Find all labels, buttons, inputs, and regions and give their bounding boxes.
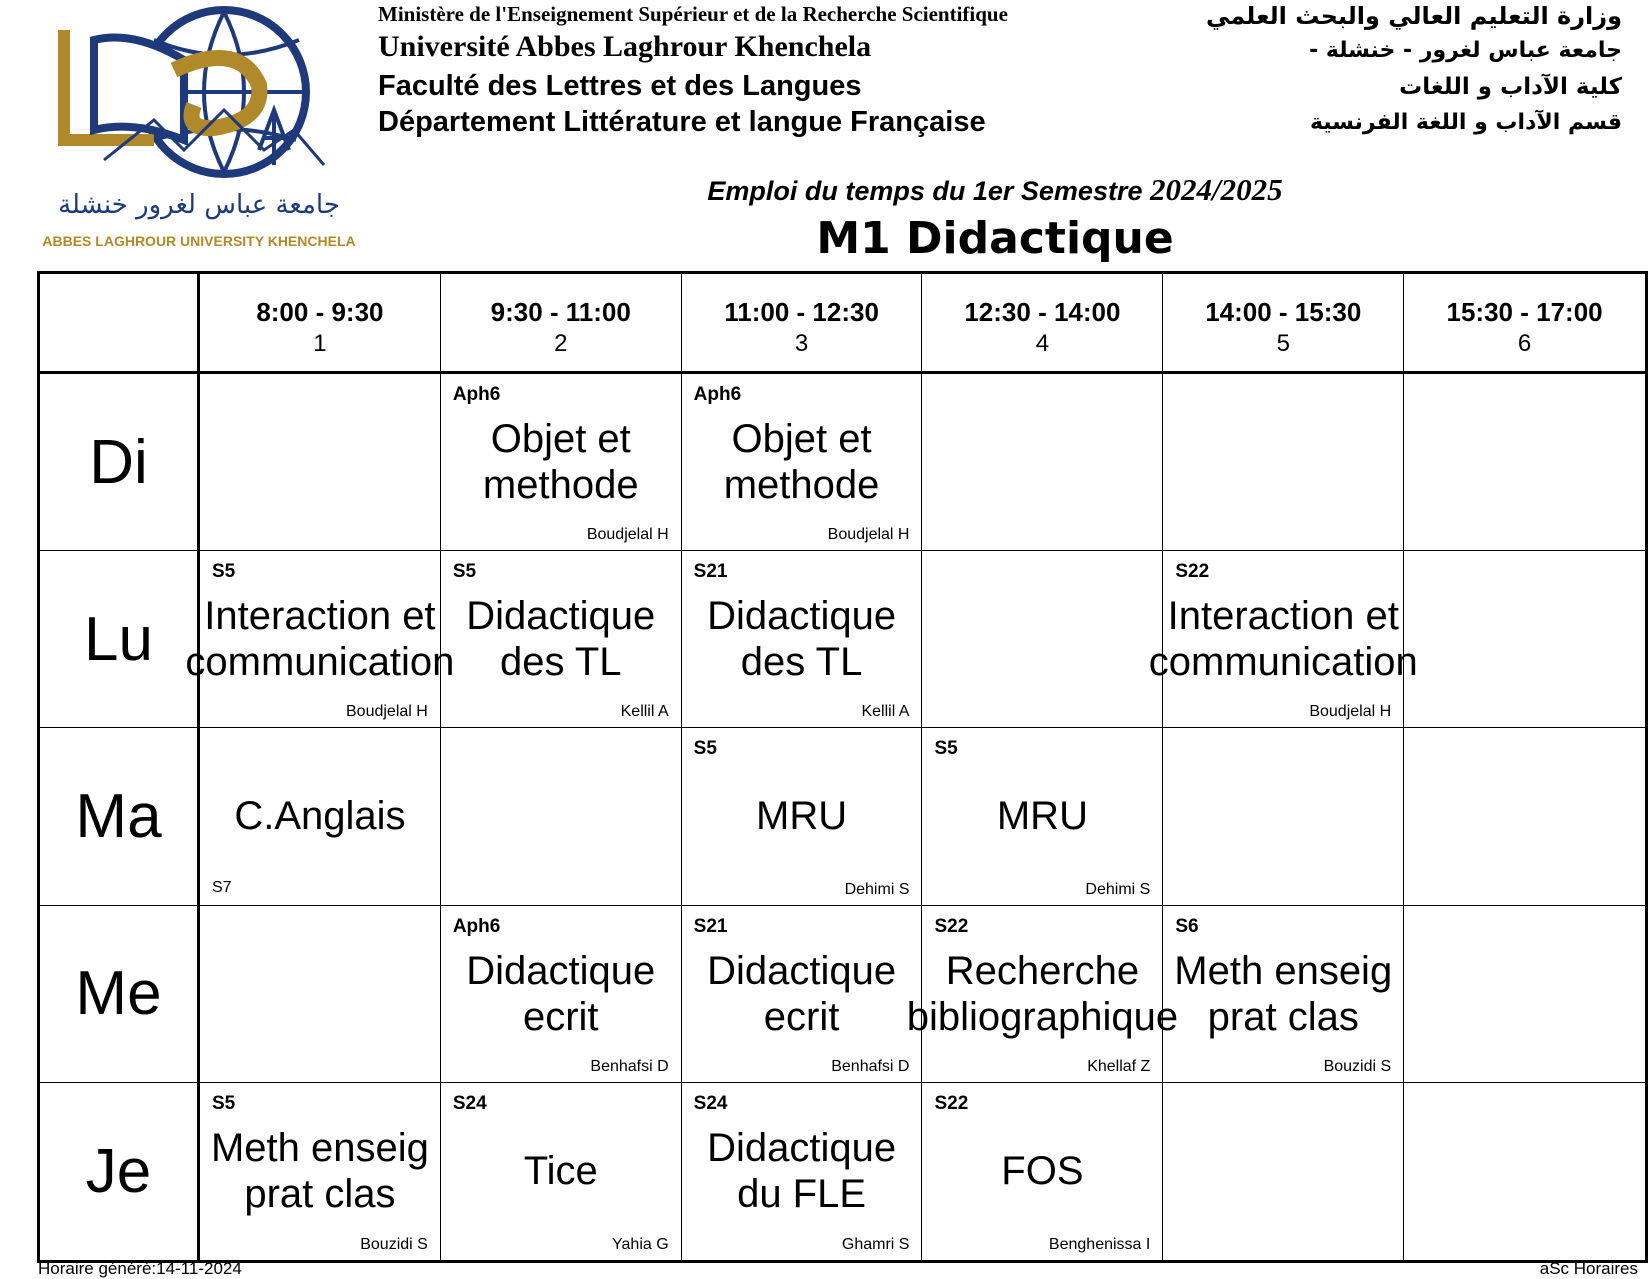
lesson-teacher: Benghenissa I (1048, 1235, 1151, 1253)
lesson-cell (441, 728, 682, 905)
lesson-room: S21 (693, 561, 728, 583)
period-header-6 (1404, 274, 1645, 374)
lesson-teacher: Dehimi S (1085, 880, 1151, 898)
period-number: 5 (1276, 330, 1290, 357)
lesson-cell (1163, 728, 1404, 905)
lesson-subject: Meth enseig prat clas (210, 1126, 429, 1217)
lesson-room: S21 (693, 915, 728, 937)
day-label-ma: Ma (40, 728, 200, 905)
lesson-teacher: Dehimi S (844, 880, 910, 898)
lesson-room: Aph6 (452, 384, 501, 405)
lesson-cell (922, 551, 1163, 728)
lesson-cell (922, 728, 1163, 905)
lesson-teacher: Bouzidi S (1323, 1057, 1392, 1075)
lesson-teacher: Boudjelal H (1309, 703, 1392, 721)
lesson-subject: Didactique des TL (707, 594, 897, 685)
lesson-subject: Objet et methode (723, 417, 880, 508)
lesson-subject: C.Anglais (234, 794, 406, 839)
lesson-cell (1404, 906, 1645, 1083)
lesson-teacher: Ghamri S (841, 1235, 910, 1253)
lesson-cell (441, 374, 682, 551)
lesson-cell (682, 1083, 923, 1260)
lesson-subject: Tice (523, 1149, 598, 1194)
lesson-subject: Meth enseig prat clas (1174, 948, 1393, 1039)
lesson-room: S24 (693, 1092, 728, 1114)
lesson-room: S7 (212, 878, 232, 896)
lesson-cell (1163, 906, 1404, 1083)
lesson-cell (200, 374, 441, 551)
lesson-subject: MRU (996, 794, 1088, 839)
department-ar: قسم الآداب و اللغة الفرنسية (1309, 110, 1622, 135)
lesson-subject: Didactique des TL (466, 594, 656, 685)
lesson-teacher: Boudjelal H (346, 703, 428, 721)
period-time: 14:00 - 15:30 (1205, 297, 1362, 327)
logo-arabic-name: جامعة عباس لغرور خنشلة (58, 190, 340, 220)
lesson-subject: FOS (1001, 1149, 1084, 1194)
lesson-subject: Didactique du FLE (707, 1126, 897, 1217)
logo-english-name: ABBES LAGHROUR UNIVERSITY KHENCHELA (42, 233, 356, 249)
lesson-cell (682, 728, 923, 905)
lesson-subject: Didactique ecrit (707, 948, 897, 1039)
lesson-subject: Didactique ecrit (466, 948, 656, 1039)
lesson-room: S22 (1175, 561, 1210, 583)
class-title: M1 Didactique (816, 213, 1174, 264)
lesson-room: S6 (1175, 915, 1199, 937)
timetable-grid (37, 271, 1648, 1263)
generated-date: Horaire généré:14-11-2024 (38, 1259, 242, 1278)
corner-cell (40, 274, 200, 374)
lesson-teacher: Kellil A (861, 703, 910, 721)
lesson-cell (922, 374, 1163, 551)
day-label-lu: Lu (40, 551, 200, 728)
lesson-cell (1404, 1083, 1645, 1260)
department-fr: Département Littérature et langue Française (378, 106, 986, 138)
lesson-subject: Interaction et communication (185, 594, 455, 685)
lesson-room: S5 (693, 738, 717, 760)
day-label-me: Me (40, 906, 200, 1083)
lesson-room: S5 (934, 738, 958, 760)
lesson-teacher: Benhafsi D (831, 1057, 910, 1075)
period-header-2 (441, 274, 682, 374)
period-header-4 (922, 274, 1163, 374)
software-credit: aSc Horaires (1539, 1259, 1638, 1278)
lesson-cell (200, 906, 441, 1083)
lesson-cell (185, 551, 455, 728)
lesson-subject: Recherche bibliographique (906, 948, 1179, 1039)
lesson-cell (1404, 374, 1645, 551)
period-time: 12:30 - 14:00 (964, 297, 1121, 327)
lesson-room: S5 (452, 561, 477, 583)
university-ar: جامعة عباس لغرور - خنشلة - (1309, 38, 1622, 63)
lesson-cell (1404, 551, 1645, 728)
subtitle-year: 2024/2025 (1150, 172, 1283, 207)
faculty-ar: كلية الآداب و اللغات (1399, 74, 1622, 100)
lesson-subject: Interaction et communication (1148, 594, 1418, 685)
period-time: 15:30 - 17:00 (1446, 297, 1603, 327)
period-time: 11:00 - 12:30 (724, 297, 879, 327)
lesson-teacher: Khellaf Z (1087, 1057, 1151, 1075)
period-header-1 (200, 274, 441, 374)
period-header-3 (682, 274, 923, 374)
lesson-cell (200, 1083, 441, 1260)
lesson-cell (1148, 551, 1418, 728)
lesson-cell (922, 1083, 1163, 1260)
lesson-cell (1163, 1083, 1404, 1260)
lesson-cell (682, 374, 923, 551)
ministry-fr: Ministère de l'Enseignement Supérieur et de la Recherche Scientifique (378, 2, 1008, 26)
university-emblem-icon (24, 0, 354, 195)
lesson-cell (441, 1083, 682, 1260)
lesson-cell (906, 906, 1179, 1083)
lesson-teacher: Yahia G (612, 1235, 669, 1253)
lesson-room: Aph6 (452, 915, 501, 937)
university-fr: Université Abbes Laghrour Khenchela (378, 30, 872, 63)
period-number: 4 (1035, 330, 1050, 357)
lesson-subject: Objet et methode (482, 417, 639, 508)
lesson-room: S5 (212, 561, 236, 583)
lesson-cell (200, 728, 441, 905)
lesson-teacher: Boudjelal H (586, 526, 669, 544)
lesson-subject: MRU (756, 794, 848, 839)
period-time: 8:00 - 9:30 (256, 297, 384, 327)
faculty-fr: Faculté des Lettres et des Langues (378, 70, 862, 102)
lesson-cell (682, 551, 923, 728)
day-label-di: Di (40, 374, 200, 551)
lesson-teacher: Kellil A (620, 703, 669, 721)
lesson-cell (682, 906, 923, 1083)
period-number: 6 (1517, 330, 1532, 357)
subtitle-text: Emploi du temps du 1er Semestre (707, 176, 1143, 206)
lesson-cell (1404, 728, 1645, 905)
period-number: 1 (313, 330, 327, 357)
lesson-room: S22 (934, 915, 969, 937)
lesson-cell (441, 906, 682, 1083)
timetable-subtitle (600, 172, 1390, 208)
lesson-teacher: Benhafsi D (590, 1057, 669, 1075)
lesson-teacher: Boudjelal H (827, 526, 910, 544)
day-label-je: Je (40, 1083, 200, 1260)
period-time: 9:30 - 11:00 (490, 297, 631, 327)
lesson-room: S22 (934, 1092, 969, 1114)
lesson-teacher: Bouzidi S (360, 1235, 428, 1253)
ministry-ar: وزارة التعليم العالي والبحث العلمي (1205, 2, 1622, 30)
university-logo (24, 0, 354, 250)
period-number: 2 (554, 330, 568, 357)
lesson-room: Aph6 (693, 384, 742, 405)
period-number: 3 (794, 330, 809, 357)
lesson-room: S5 (212, 1092, 236, 1114)
lesson-cell (1163, 374, 1404, 551)
lesson-cell (441, 551, 682, 728)
period-header-5 (1163, 274, 1404, 374)
lesson-room: S24 (452, 1092, 487, 1114)
